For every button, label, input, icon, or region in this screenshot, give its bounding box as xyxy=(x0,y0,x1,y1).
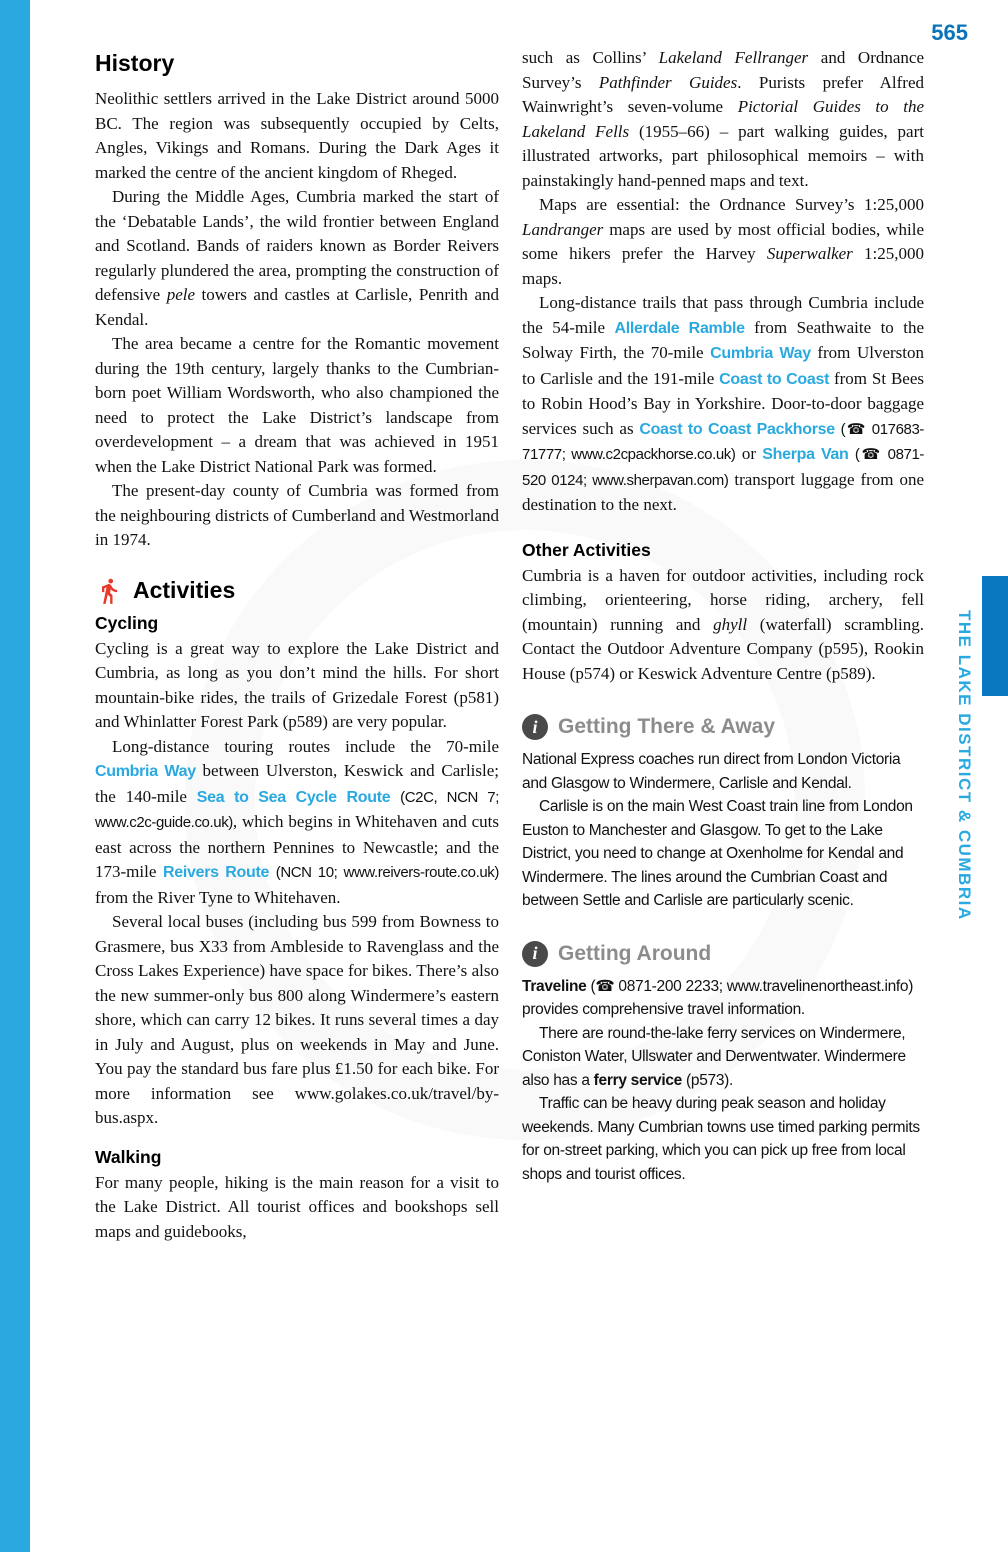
history-paragraph: The present-day county of Cumbria was formed from the neighbouring districts of Cumberland and Westmorland in 1974. xyxy=(95,481,499,549)
getting-there-heading-label: Getting There & Away xyxy=(558,715,776,738)
walking-paragraph-continued: such as Collins’ Lakeland Fellranger and Ordnance Survey’s Pathfinder Guides. Purists prefer Alfred Wainwright’s seven-volume Pictorial Guides to the Lakeland Fells (1955–66) – part walking guides, part illustrated artworks, part philosophical memoirs – with painstakingly hand-penned maps and text. xyxy=(522,48,925,190)
history-paragraph: Neolithic settlers arrived in the Lake District around 5000 BC. The region was subsequently occupied by Celts, Angles, Vikings and Romans. During the Dark Ages it marked the centre of the ancient kingdom of Rheged. xyxy=(95,89,499,182)
getting-around-heading-label: Getting Around xyxy=(558,941,712,965)
cycling-paragraph: Several local buses (including bus 599 from Bowness to Grasmere, bus X33 from Ambleside to Ravenglass and the Cross Lakes Experience) have space for bikes. There’s also the new summer-only bus 800 along Windermere’s eastern shore, which can carry 12 bikes. It runs several times a day in July and August, plus on weekends in May and June. You pay the standard bus fare plus £1.50 for each bike. For more information see www.golakes.co.uk/travel/by-bus.aspx. xyxy=(95,912,499,1127)
activities-heading xyxy=(95,577,499,605)
walking-paragraph: For many people, hiking is the main reason for a visit to the Lake District. All tourist offices and bookshops sell maps and guidebooks, xyxy=(95,1172,499,1241)
other-activities-heading: Other Activities xyxy=(522,539,651,560)
chapter-thumb-tab xyxy=(982,576,1008,696)
walking-paragraph-continued: Maps are essential: the Ordnance Survey’s 1:25,000 Landranger maps are used by most official bodies, while some hikers prefer the Harvey Superwalker 1:25,000 maps. xyxy=(522,195,924,288)
getting-around-paragraph: Traffic can be heavy during peak season and holiday weekends. Many Cumbrian towns use timed parking permits for on-street parking, which you can pick up free from local shops and tourist offices. xyxy=(522,1095,920,1183)
getting-around-paragraph: Traveline (☎ 0871-200 2233; www.travelinenortheast.info) provides comprehensive travel information. xyxy=(522,977,914,1018)
walking-paragraph-continued: Long-distance trails that pass through Cumbria include the 54-mile Allerdale Ramble from Seathwaite to the Solway Firth, the 70-mile Cumbria Way from Ulverston to Carlisle and the 191-mile Coast to Coast from St Bees to Robin Hood’s Bay in Yorkshire. Door-to-door baggage services such as Coast to Coast Packhorse (☎ 017683-71777; www.c2cpackhorse.co.uk) or Sherpa Van (☎ 0871-520 0124; www.sherpavan.com) transport luggage from one destination to the next. xyxy=(522,293,925,514)
history-heading: History xyxy=(95,50,175,76)
getting-around-heading xyxy=(522,941,924,967)
other-activities-paragraph: Cumbria is a haven for outdoor activities, including rock climbing, orienteering, horse riding, archery, fell (mountain) running and ghyll (waterfall) scrambling. Contact the Outdoor Adventure Company (p595), Rookin House (p574) or Keswick Adventure Centre (p589). xyxy=(522,565,924,683)
walking-heading: Walking xyxy=(95,1146,162,1167)
cycling-paragraph: Long-distance touring routes include the 70-mile Cumbria Way between Ulverston, Keswick and Carlisle; the 140-mile Sea to Sea Cycle Route (C2C, NCN 7; www.c2c-guide.co.uk), which begins in Whitehaven and cuts east across the northern Pennines to Newcastle; and the 173-mile Reivers Route (NCN 10; www.reivers-route.co.uk) from the River Tyne to Whitehaven. xyxy=(95,736,500,907)
right-column xyxy=(522,46,924,1186)
chapter-edge-label: THE LAKE DISTRICT & CUMBRIA xyxy=(955,610,974,921)
left-column xyxy=(95,46,499,1244)
activities-heading-label: Activities xyxy=(133,577,236,603)
history-paragraph: The area became a centre for the Romantic movement during the 19th century, largely thanks to the Cumbrian-born poet William Wordsworth, who also championed the need to protect the Lake District’s landscape from overdevelopment – a dream that was achieved in 1951 when the Lake District National Park was formed. xyxy=(95,334,499,476)
page-number: 565 xyxy=(931,20,968,45)
getting-there-paragraph: National Express coaches run direct from London Victoria and Glasgow to Windermere, Carlisle and Kendal. xyxy=(522,751,901,792)
cycling-paragraph: Cycling is a great way to explore the Lake District and Cumbria, as long as you don’t mind the hills. For short mountain-bike rides, the trails of Grizedale Forest (p581) and Whinlatter Forest Park (p589) are very popular. xyxy=(95,638,499,731)
getting-there-paragraph: Carlisle is on the main West Coast train line from London Euston to Manchester and Glasgow. To get to the Lake District, you need to change at Oxenholme for Kendal and Windermere. The lines around the Cumbrian Coast and between Settle and Carlisle are particularly scenic. xyxy=(522,798,913,909)
getting-around-paragraph: There are round-the-lake ferry services on Windermere, Coniston Water, Ullswater and Derwentwater. Windermere also has a ferry service (p573). xyxy=(522,1024,906,1089)
getting-there-heading xyxy=(522,714,924,740)
info-icon: i xyxy=(522,714,548,740)
history-paragraph: During the Middle Ages, Cumbria marked the start of the ‘Debatable Lands’, the wild frontier between England and Scotland. Bands of raiders known as Border Reivers regularly plundered the area, prompting the construction of defensive pele towers and castles at Carlisle, Penrith and Kendal. xyxy=(95,187,500,329)
runner-icon xyxy=(95,577,123,605)
page-edge-strip xyxy=(0,0,30,1552)
info-icon: i xyxy=(522,941,548,967)
cycling-heading: Cycling xyxy=(95,612,159,633)
